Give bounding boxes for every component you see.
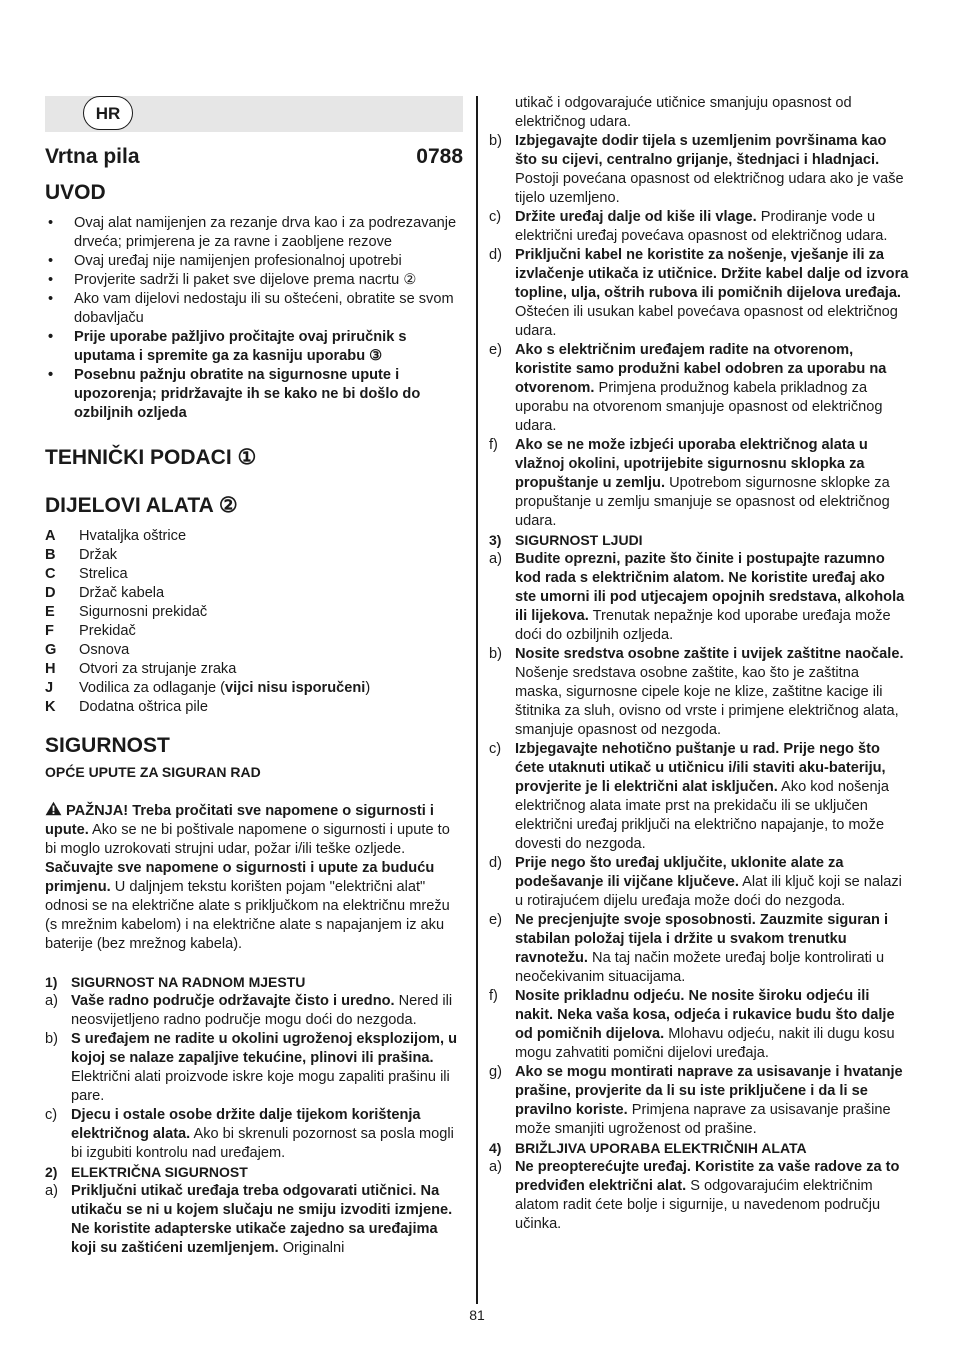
safety-item [489, 1158, 909, 1234]
item-text: Ako se mogu montirati naprave za usisavanje i hvatanje prašine, provjerite da li su iste priključene i da li se pravilno koriste. Primjena naprave za usisavanje prašine može smanjiti ugroženost od prašine. [515, 1064, 903, 1137]
item-bold: S uređajem ne radite u okolini ugroženoj eksplozijom, u kojoj se nalaze zapaljive tekućine, plinovi ili prašina. [71, 1031, 457, 1066]
safety-item [489, 208, 909, 246]
right-safety-items [489, 94, 909, 1234]
part-name: Otvori za strujanje zraka [79, 661, 237, 677]
item-bold: Izbjegavajte dodir tijela s uzemljenim površinama kao što su cijevi, centralno grijanje, štednjaci i hladnjaci. [515, 133, 887, 168]
warning-bold: PAŽNJA! Treba pročitati sve napomene o sigurnosti i upute. [45, 803, 434, 838]
safety-item [489, 740, 909, 854]
part-row [45, 660, 463, 679]
item-text: Vaše radno područje održavajte čisto i uredno. Nered ili neosvijetljeno radno područje mogu doći do nezgoda. [71, 993, 453, 1028]
item-letter: b) [45, 1031, 58, 1047]
intro-text: Ovaj uređaj nije namijenjen profesionalnoj upotrebi [74, 253, 402, 269]
item-text: Budite oprezni, pazite što činite i postupajte razumno kod rada s električnim alatom. Ne koristite uređaj ako ste umorni ili pod utjecajem opojnih sredstava, alkohola ili lijekova. Trenutak nepažnje kod uporabe uređaja može doći do ozbiljnih ozljeda. [515, 551, 905, 643]
section-title: BRIŽLJIVA UPORABA ELEKTRIČNIH ALATA [515, 1140, 807, 1156]
intro-list [45, 214, 463, 423]
item-letter: e) [489, 912, 502, 928]
item-text: Nosite prikladnu odjeću. Ne nosite široku odjeću ili nakit. Neka vaša kosa, odjeća i rukavice budu što dalje od pomičnih dijelova. Mlohavu odjeću, nakit ili dugu kosu mogu zahvatiti pomični dijelovi uređaja. [515, 988, 895, 1061]
item-bold: Prije nego što uređaj uključite, uklonite alate za podešavanje ili vijčane ključeve. [515, 855, 844, 890]
item-text: S uređajem ne radite u okolini ugroženoj eksplozijom, u kojoj se nalaze zapaljive tekućine, plinovi ili prašina. Električni alati proizvode iskre koje mogu zapaliti prašinu ili pare. [71, 1031, 457, 1104]
item-letter: b) [489, 133, 502, 149]
part-key: F [45, 623, 54, 639]
intro-bullet [45, 214, 463, 252]
item-text: Držite uređaj dalje od kiše ili vlage. Prodiranje vode u električni uređaj povećava opasnost od električnog udara. [515, 209, 888, 244]
intro-bullet [45, 366, 463, 423]
page-number: 81 [469, 1307, 485, 1323]
bullet-dot: • [48, 329, 54, 345]
safety-item [489, 550, 909, 645]
language-band [45, 96, 463, 132]
part-key: J [45, 680, 54, 696]
part-key: K [45, 699, 56, 715]
safety-item [489, 132, 909, 208]
part-name: Držak [79, 547, 118, 563]
item-text: Ne precjenjujte svoje sposobnosti. Zauzmite siguran i stabilan položaj tijela i držite u svakom trenutku ravnotežu. Na taj način možete uređaj bolje kontrolirati u neočekivanim situacijama. [515, 912, 889, 985]
part-name: Držač kabela [79, 585, 165, 601]
item-letter: g) [489, 1064, 502, 1080]
item-text: Ako se ne može izbjeći uporaba električnog alata u vlažnoj okolini, upotrijebite sigurnosnu sklopka za propuštanje u zemlju. Upotrebom sigurnosne sklopke za propuštanje u zemlju smanjuje se opasnost od električnog udara. [515, 437, 890, 529]
part-name: Vodilica za odlaganje (vijci nisu isporučeni) [79, 680, 371, 696]
safety-item [489, 1063, 909, 1139]
section-number: 3) [489, 532, 502, 548]
item-text: Ako s električnim uređajem radite na otvorenom, koristite samo produžni kabel odobren za uporabu na otvorenom. Primjena produžnog kabela prikladnog za uporabu na otvorenom smanjuje opasnost od električnog udara. [515, 342, 887, 434]
heading-tech-data: TEHNIČKI PODACI ① [45, 446, 257, 469]
part-row [45, 622, 463, 641]
intro-text: Provjerite sadrži li paket sve dijelove prema nacrtu ② [74, 272, 417, 288]
item-letter: e) [489, 342, 502, 358]
item-text: Priključni kabel ne koristite za nošenje, vješanje ili za izvlačenje utikača iz utičnice. Držite kabel dalje od izvora topline, ulja, oštrih rubova ili pomičnih dijelova uređaja. Oštećen ili usukan kabel povećava opasnost od električnog udara. [515, 247, 909, 339]
item-letter: a) [489, 1159, 502, 1175]
safety-item [45, 1106, 463, 1163]
intro-text: Prije uporabe pažljivo pročitajte ovaj priručnik s uputama i spremite ga za kasniju uporabu ③ [74, 329, 407, 364]
item-text: Djecu i ostale osobe držite dalje tijekom korištenja električnog alata. Ako bi skrenuli pozornost sa posla mogli bi izgubiti kontrolu nad uređajem. [71, 1107, 454, 1161]
safety-item [489, 94, 909, 132]
item-bold: Nosite sredstva osobne zaštite i uvijek zaštitne naočale. [515, 646, 904, 662]
part-key: G [45, 642, 57, 658]
section-heading [489, 531, 909, 550]
safety-item [489, 246, 909, 341]
item-text: Nosite sredstva osobne zaštite i uvijek zaštitne naočale. Nošenje sredstava osobne zaštite, kao što je zaštitna maska, sigurnosne cipele koje ne klize, zaštitne kacige ili štitnika za sluh, ovisno od vrste i primjene električnog alata, smanjuje opasnost od nezgoda. [515, 646, 904, 738]
item-letter: f) [489, 988, 498, 1004]
section-number: 1) [45, 974, 58, 990]
safety-item [489, 436, 909, 531]
part-key: H [45, 661, 56, 677]
part-name: Dodatna oštrica pile [79, 699, 208, 715]
safety-item [489, 645, 909, 740]
part-name: Hvataljka oštrice [79, 528, 187, 544]
part-name: Osnova [79, 642, 130, 658]
left-safety-items [45, 973, 463, 1258]
warning-triangle-icon [45, 801, 62, 816]
bullet-dot: • [48, 291, 54, 307]
warning-paragraph [45, 801, 463, 954]
intro-bullet [45, 290, 463, 328]
heading-safety: SIGURNOST [45, 734, 170, 757]
item-text: Priključni utikač uređaja treba odgovarati utičnici. Na utikaču se ni u kojem slučaju ne smiju izvoditi izmjene. Ne koristite adapterske utikače zajedno sa uređajima koji su zaštićeni uzemljenjem. Originalni [71, 1183, 453, 1256]
item-text: Izbjegavajte dodir tijela s uzemljenim površinama kao što su cijevi, centralno grijanje, štednjaci i hladnjaci. Postoji povećana opasnost od električnog udara ako je vaše tijelo uzemljeno. [515, 133, 904, 206]
item-bold: Držite uređaj dalje od kiše ili vlage. [515, 209, 757, 225]
section-number: 2) [45, 1164, 58, 1180]
section-number: 4) [489, 1140, 502, 1156]
section-heading [45, 1163, 463, 1182]
bullet-dot: • [48, 215, 54, 231]
item-letter [489, 94, 515, 132]
warning-text: U daljnjem tekstu korišten pojam "električni alat" odnosi se na električne alate s priključkom na električnu mrežu (s mrežnim kabelom) i na električne alate s napajanjem iz aku baterije (bez mrežnog kabela). [45, 879, 450, 952]
part-row [45, 546, 463, 565]
right-column [489, 94, 909, 1234]
bullet-dot: • [48, 367, 54, 383]
product-code: 0788 [416, 145, 463, 168]
item-bold: Ako se mogu montirati naprave za usisavanje i hvatanje prašine, provjerite da li su iste priključene i da li se pravilno koriste. [515, 1064, 903, 1118]
item-text: Ne preopterećujte uređaj. Koristite za vaše radove za to predviđen električni alat. S odgovarajućim električnim alatom radit ćete bolje i sigurnije, u navedenom području učinka. [515, 1159, 900, 1232]
intro-bullet [45, 252, 463, 271]
item-letter: d) [489, 855, 502, 871]
bullet-dot: • [48, 253, 54, 269]
item-bold: Nosite prikladnu odjeću. Ne nosite široku odjeću ili nakit. Neka vaša kosa, odjeća i rukavice budu što dalje od pomičnih dijelova. [515, 988, 895, 1042]
part-note: vijci nisu isporučeni [225, 680, 366, 696]
item-letter: a) [45, 1183, 58, 1199]
intro-bullet [45, 328, 463, 366]
heading-uvod: UVOD [45, 181, 106, 204]
part-key: A [45, 528, 56, 544]
warning-text: Ako se ne bi poštivale napomene o sigurnosti i upute to bi moglo uzrokovati strujni udar, požar i/ili teške ozljede. [45, 822, 450, 857]
part-key: D [45, 585, 56, 601]
safety-item [489, 341, 909, 436]
safety-item [489, 911, 909, 987]
column-divider [476, 96, 478, 1304]
safety-item [45, 1030, 463, 1106]
bullet-dot: • [48, 272, 54, 288]
item-letter: d) [489, 247, 502, 263]
part-key: E [45, 604, 55, 620]
item-bold: Budite oprezni, pazite što činite i postupajte razumno kod rada s električnim alatom. Ne koristite uređaj ako ste umorni ili pod utjecajem opojnih sredstava, alkohola ili lijekova. [515, 551, 905, 624]
item-bold: Vaše radno područje održavajte čisto i uredno. [71, 993, 395, 1009]
part-row [45, 527, 463, 546]
part-name: Strelica [79, 566, 128, 582]
item-letter: a) [45, 993, 58, 1009]
language-badge: HR [83, 96, 133, 130]
item-letter: c) [489, 209, 502, 225]
item-bold: Priključni utikač uređaja treba odgovarati utičnici. Na utikaču se ni u kojem slučaju ne smiju izvoditi izmjene. Ne koristite adapterske utikače zajedno sa uređajima koji su zaštićeni uzemljenjem. [71, 1183, 453, 1256]
item-bold: Izbjegavajte nehotično puštanje u rad. Prije nego što ćete utaknuti utikač u utičnicu i/ili staviti aku-bateriju, provjerite je li električni alat isključen. [515, 741, 886, 795]
safety-item [489, 987, 909, 1063]
part-row [45, 603, 463, 622]
product-title [45, 144, 463, 170]
product-name: Vrtna pila [45, 145, 140, 168]
parts-list [45, 527, 463, 717]
item-letter: f) [489, 437, 498, 453]
item-bold: Ne precjenjujte svoje sposobnosti. Zauzmite siguran i stabilan položaj tijela i držite u svakom trenutku ravnotežu. [515, 912, 889, 966]
part-key: B [45, 547, 56, 563]
item-bold: Ako s električnim uređajem radite na otvorenom, koristite samo produžni kabel odobren za uporabu na otvorenom. [515, 342, 887, 396]
intro-bullet [45, 271, 463, 290]
part-row [45, 584, 463, 603]
item-bold: Ako se ne može izbjeći uporaba električnog alata u vlažnoj okolini, upotrijebite sigurnosnu sklopka za propuštanje u zemlju. [515, 437, 868, 491]
item-bold: Priključni kabel ne koristite za nošenje, vješanje ili za izvlačenje utikača iz utičnice. Držite kabel dalje od izvora topline, ulja, oštrih rubova ili pomičnih dijelova uređaja. [515, 247, 909, 301]
intro-text: Ovaj alat namijenjen za rezanje drva kao i za podrezavanje drveća; primjerena je za ravne i zaobljene rezove [74, 215, 457, 250]
part-name: Sigurnosni prekidač [79, 604, 208, 620]
section-title: SIGURNOST NA RADNOM MJESTU [71, 974, 306, 990]
intro-text: Posebnu pažnju obratite na sigurnosne upute i upozorenja; pridržavajte ih se kako ne bi došlo do ozbiljnih ozljeda [74, 367, 421, 421]
item-letter: a) [489, 551, 502, 567]
part-name: Prekidač [79, 623, 136, 639]
item-text: Prije nego što uređaj uključite, uklonite alate za podešavanje ili vijčane ključeve. Alat ili ključ koji se nalazi u rotirajućem dijelu uređaja može doći do nezgoda. [515, 855, 902, 909]
item-bold: Ne preopterećujte uređaj. Koristite za vaše radove za to predviđen električni alat. [515, 1159, 900, 1194]
safety-item [45, 1182, 463, 1258]
heading-parts: DIJELOVI ALATA ② [45, 494, 238, 517]
item-letter: b) [489, 646, 502, 662]
left-column [45, 96, 463, 1258]
part-row [45, 565, 463, 584]
part-key: C [45, 566, 56, 582]
part-row [45, 679, 463, 698]
item-bold: Djecu i ostale osobe držite dalje tijekom korištenja električnog alata. [71, 1107, 421, 1142]
item-text: utikač i odgovarajuće utičnice smanjuju opasnost od električnog udara. [515, 95, 852, 130]
item-letter: c) [489, 741, 502, 757]
section-title: ELEKTRIČNA SIGURNOST [71, 1164, 248, 1180]
safety-item [45, 992, 463, 1030]
section-heading [489, 1139, 909, 1158]
item-text: Izbjegavajte nehotično puštanje u rad. Prije nego što ćete utaknuti utikač u utičnicu i/ili staviti aku-bateriju, provjerite je li električni alat isključen. Ako kod nošenja električnog alata imate prst na prekidaču ili se uključen električni uređaj priključi na električno napajanje, to može dovesti do nezgoda. [515, 741, 889, 852]
intro-text: Ako vam dijelovi nedostaju ili su oštećeni, obratite se svom dobavljaču [74, 291, 454, 326]
item-letter: c) [45, 1107, 58, 1123]
section-heading [45, 973, 463, 992]
warning-bold: Sačuvajte sve napomene o sigurnosti i upute za buduću primjenu. [45, 860, 435, 895]
safety-item [489, 854, 909, 911]
section-title: SIGURNOST LJUDI [515, 532, 643, 548]
safety-subheading: OPĆE UPUTE ZA SIGURAN RAD [45, 764, 261, 780]
part-row [45, 698, 463, 717]
part-row [45, 641, 463, 660]
